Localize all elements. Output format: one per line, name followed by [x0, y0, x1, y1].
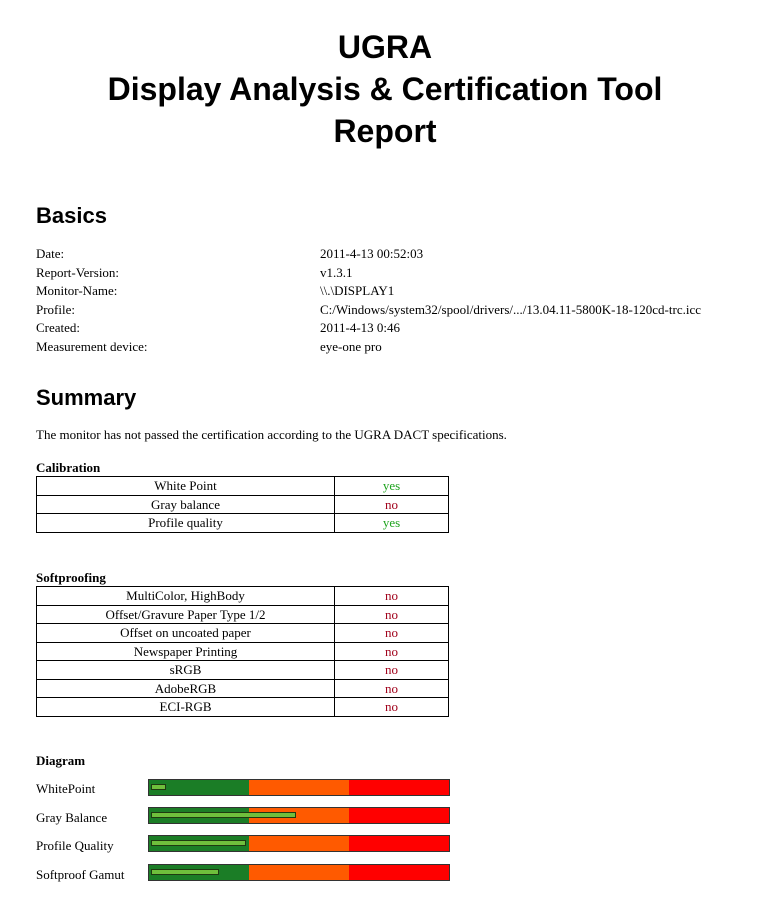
softproofing-criterion: Offset on uncoated paper — [37, 624, 335, 643]
report-title — [0, 26, 770, 152]
diagram-label-softproof-gamut: Softproof Gamut — [36, 867, 125, 882]
diagram-heading: Diagram — [36, 753, 86, 768]
table-row — [37, 698, 449, 717]
basics-label: Created: — [36, 320, 81, 336]
basics-label: Date: — [36, 246, 65, 261]
report-title-line-2: Display Analysis & Certification Tool — [107, 71, 663, 107]
basics-value: 2011-4-13 00:52:03 — [320, 246, 424, 261]
basics-label: Measurement device: — [36, 338, 148, 354]
softproofing-criterion: Offset/Gravure Paper Type 1/2 — [37, 605, 335, 624]
bar-indicator — [151, 784, 166, 790]
bar-zone-warning — [249, 780, 349, 795]
table-row — [37, 605, 449, 624]
basics-row-profile — [36, 301, 756, 320]
gray-balance-bar — [149, 808, 449, 823]
softproofing-criterion: ECI-RGB — [37, 698, 335, 717]
table-row — [37, 495, 449, 514]
calibration-criterion: White Point — [37, 477, 335, 496]
softproofing-criterion: MultiColor, HighBody — [37, 587, 335, 606]
softproofing-result: no — [335, 698, 449, 717]
table-row — [37, 477, 449, 496]
bar-zone-bad — [349, 808, 449, 823]
basics-label: Profile: — [36, 301, 75, 317]
report-title-line-1: UGRA — [337, 29, 433, 65]
diagram-label-profile-quality: Profile Quality — [36, 838, 114, 853]
basics-value: eye-one pro — [320, 338, 382, 354]
softproofing-result: no — [335, 587, 449, 606]
softproofing-result: no — [335, 661, 449, 680]
whitepoint-bar — [149, 780, 449, 795]
basics-list — [36, 245, 756, 357]
calibration-result: yes — [335, 477, 449, 496]
basics-row-report-version — [36, 264, 756, 283]
bar-zone-bad — [349, 836, 449, 851]
softproofing-result: no — [335, 605, 449, 624]
softproofing-result: no — [335, 679, 449, 698]
calibration-heading: Calibration — [36, 460, 101, 475]
basics-row-date — [36, 245, 756, 264]
basics-label: Monitor-Name: — [36, 283, 118, 299]
softproofing-criterion: AdobeRGB — [37, 679, 335, 698]
softproofing-result: no — [335, 642, 449, 661]
diagram-label-whitepoint: WhitePoint — [36, 781, 96, 796]
basics-row-monitor-name — [36, 282, 756, 301]
softproof-gamut-bar — [149, 865, 449, 880]
report-title-line-3: Report — [333, 113, 437, 149]
table-row — [37, 661, 449, 680]
bar-indicator — [151, 840, 246, 846]
bar-indicator — [151, 869, 219, 875]
bar-zone-warning — [249, 865, 349, 880]
softproofing-table — [36, 586, 449, 717]
softproofing-result: no — [335, 624, 449, 643]
table-row — [37, 624, 449, 643]
softproofing-criterion: Newspaper Printing — [37, 642, 335, 661]
summary-text: The monitor has not passed the certification according to the UGRA DACT specifications. — [36, 427, 507, 442]
basics-value: v1.3.1 — [320, 264, 353, 280]
basics-row-created — [36, 319, 756, 338]
calibration-result: yes — [335, 514, 449, 533]
bar-indicator — [151, 812, 296, 818]
softproofing-criterion: sRGB — [37, 661, 335, 680]
basics-label: Report-Version: — [36, 264, 120, 280]
basics-heading: Basics — [36, 203, 107, 228]
calibration-table — [36, 476, 449, 533]
calibration-result: no — [335, 495, 449, 514]
table-row — [37, 587, 449, 606]
basics-value: 2011-4-13 0:46 — [320, 320, 401, 336]
basics-row-measurement-device — [36, 338, 756, 357]
bar-zone-bad — [349, 780, 449, 795]
table-row — [37, 642, 449, 661]
table-row — [37, 679, 449, 698]
table-row — [37, 514, 449, 533]
softproofing-heading: Softproofing — [36, 570, 106, 585]
basics-value: \\.\DISPLAY1 — [320, 283, 395, 299]
calibration-criterion: Profile quality — [37, 514, 335, 533]
profile-quality-bar — [149, 836, 449, 851]
basics-value: C:/Windows/system32/spool/drivers/.../13.04.11-5800K-18-120cd-trc.icc — [320, 301, 701, 317]
bar-zone-bad — [349, 865, 449, 880]
calibration-criterion: Gray balance — [37, 495, 335, 514]
summary-heading: Summary — [36, 385, 137, 410]
bar-zone-warning — [249, 836, 349, 851]
diagram-label-gray-balance: Gray Balance — [36, 810, 108, 825]
